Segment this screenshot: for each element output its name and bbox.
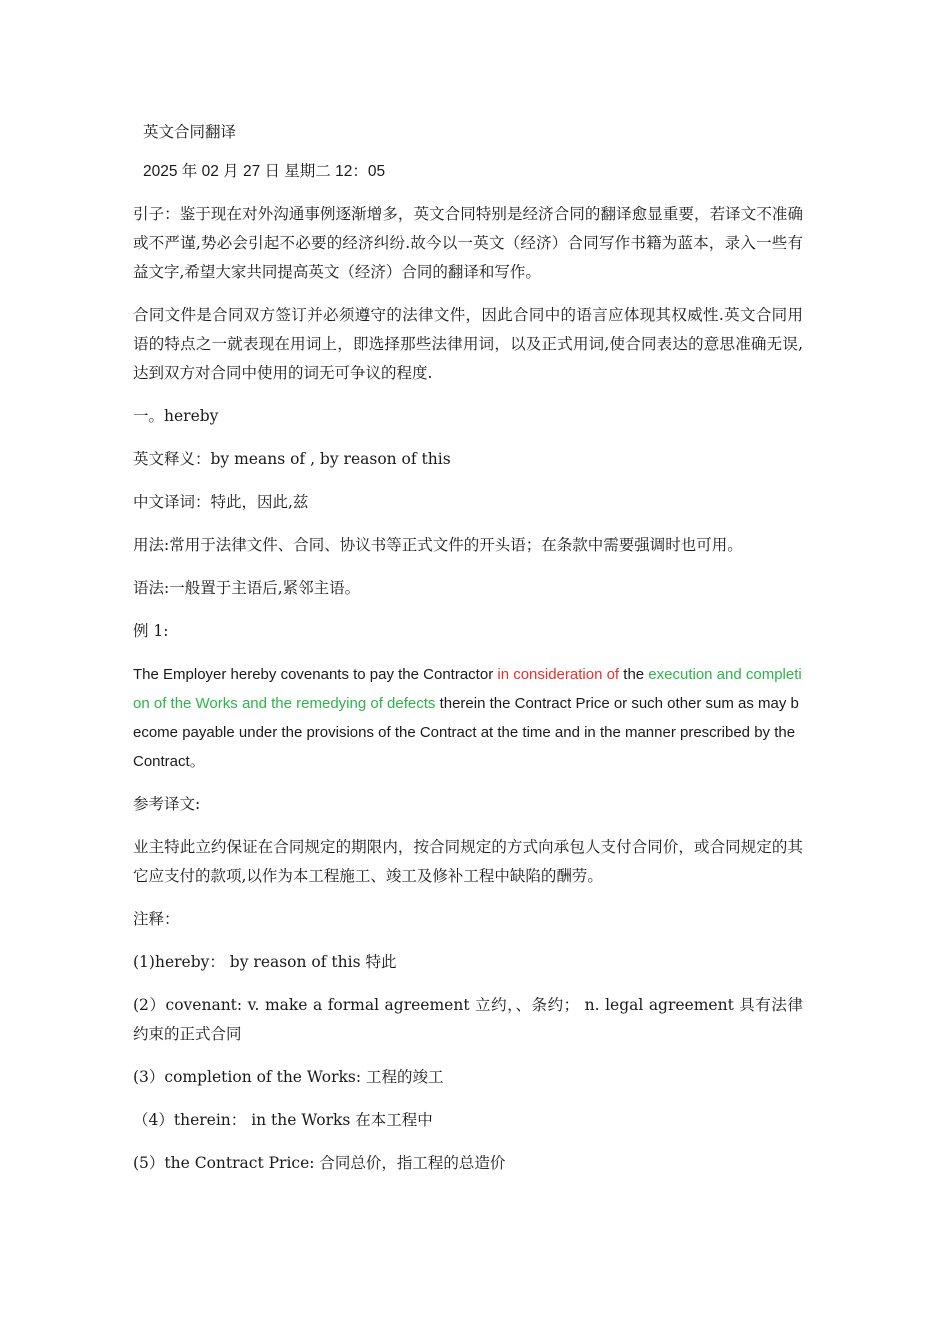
note-item: (2）covenant: v. make a formal agreement 立约，、条约； n. legal agreement 具有法律约束的正式合同: [133, 996, 803, 1043]
example-sentence: [133, 660, 803, 776]
document-page: [133, 118, 803, 1192]
reference-label: 参考译文:: [133, 795, 201, 813]
grammar-note: 语法:一般置于主语后,紧邻主语。: [133, 579, 361, 597]
highlight-green-phrase: execution and completion of the Works and the remedying of defects: [133, 666, 802, 712]
english-definition: 英文释义：by means of , by reason of this: [133, 450, 451, 468]
reference-translation: 业主特此立约保证在合同规定的期限内，按合同规定的方式向承包人支付合同价，或合同规定的其它应支付的款项,以作为本工程施工、竣工及修补工程中缺陷的酬劳。: [133, 838, 803, 885]
note-item: (3）completion of the Works: 工程的竣工: [133, 1068, 444, 1086]
note-item: (5）the Contract Price: 合同总价，指工程的总造价: [133, 1154, 506, 1172]
example-label: 例 1:: [133, 622, 169, 640]
document-title: 英文合同翻译: [143, 123, 237, 141]
example-text-2: the: [619, 666, 649, 683]
intro-paragraph: 引子：鉴于现在对外沟通事例逐渐增多，英文合同特别是经济合同的翻译愈显重要，若译文不准确或不严谨,势必会引起不必要的经济纠纷.故今以一英文（经济）合同写作书籍为蓝本，录入一些有益文字,希望大家共同提高英文（经济）合同的翻译和写作。: [133, 205, 803, 281]
note-item: (1)hereby： by reason of this 特此: [133, 953, 397, 971]
document-date: 2025 年 02 月 27 日 星期二 12：05: [143, 163, 386, 180]
body-paragraph: 合同文件是合同双方签订并必须遵守的法律文件，因此合同中的语言应体现其权威性.英文合同用语的特点之一就表现在用词上，即选择那些法律用词，以及正式用词,使合同表达的意思准确无误,达到双方对合同中使用的词无可争议的程度.: [133, 306, 803, 382]
chinese-translation: 中文译词：特此，因此,兹: [133, 493, 309, 511]
example-text-3: therein the Contract Price or such other sum as may become payable under the provisions of the Contract at the time and in the manner prescribed by the Contract。: [133, 695, 799, 770]
note-item: （4）therein： in the Works 在本工程中: [133, 1111, 433, 1129]
highlight-red-phrase: in consideration of: [497, 666, 620, 683]
notes-label: 注释：: [133, 910, 180, 928]
section-heading: 一。hereby: [133, 407, 219, 425]
usage-note: 用法:常用于法律文件、合同、协议书等正式文件的开头语；在条款中需要强调时也可用。: [133, 536, 743, 554]
example-text-1: The Employer hereby covenants to pay the Contractor: [133, 666, 498, 683]
